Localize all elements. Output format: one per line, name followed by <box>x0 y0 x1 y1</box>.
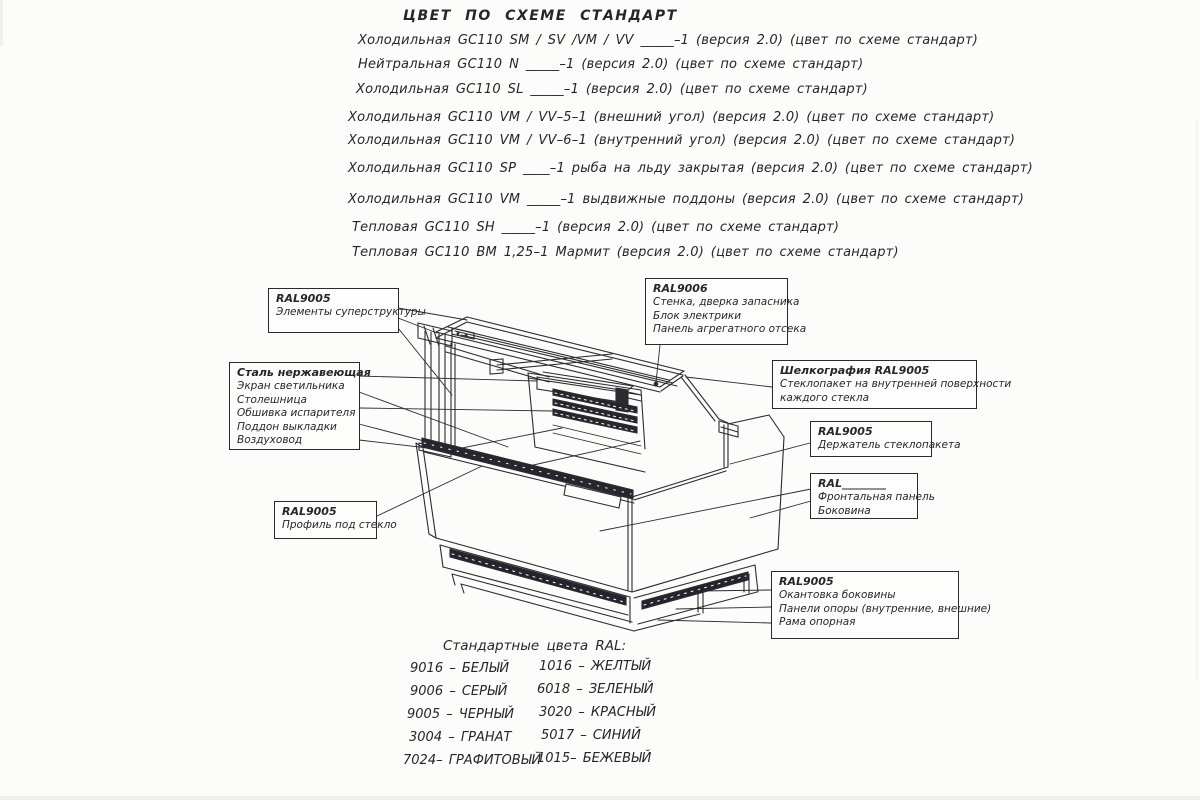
legend-item: 3020 – КРАСНЫЙ <box>539 705 657 720</box>
legend-item: 1016 – ЖЕЛТЫЙ <box>539 659 652 674</box>
callout-line: Окантовка боковины <box>779 589 896 601</box>
legend-title: Стандартные цвета RAL: <box>443 638 627 654</box>
callout-title: RAL9005 <box>276 292 331 305</box>
callout-title: RAL9005 <box>779 575 834 588</box>
callout-line: Профиль под стекло <box>282 519 397 531</box>
callout-line: Стеклопакет на внутренней поверхности <box>780 378 1012 390</box>
callout-line: каждого стекла <box>780 391 870 404</box>
callout-line: Блок электрики <box>653 309 742 322</box>
scan-edge-bottom <box>0 796 1200 800</box>
callout-title: RAL________ <box>818 477 886 490</box>
legend-item: 9016 – БЕЛЫЙ <box>410 661 510 676</box>
legend-item: 7024– ГРАФИТОВЫЙ <box>403 753 542 768</box>
callout-superstructure <box>268 288 426 333</box>
legend-item: 1015– БЕЖЕВЫЙ <box>537 751 652 766</box>
product-line: Холодильная GC110 SM / SV /VM / VV _____–1 (версия 2.0) (цвет по схеме стандарт) <box>358 33 978 48</box>
product-line: Холодильная GC110 VM _____–1 выдвижные поддоны (версия 2.0) (цвет по схеме стандарт) <box>348 192 1024 207</box>
display-deck <box>452 428 640 468</box>
callout-silkscreen <box>772 360 1012 409</box>
callout-line: Экран светильника <box>237 380 345 392</box>
callout-stainless-steel <box>229 362 371 450</box>
callout-title: Шелкография RAL9005 <box>780 364 930 377</box>
legend-item: 9005 – ЧЕРНЫЙ <box>407 707 514 722</box>
base-plinth <box>440 545 758 624</box>
callout-line: Держатель стеклопакета <box>818 439 961 451</box>
callout-line: Панели опоры (внутренние, внешние) <box>779 602 992 615</box>
product-line: Тепловая GC110 ВМ 1,25–1 Мармит (версия 2.0) (цвет по схеме стандарт) <box>352 245 899 260</box>
callout-glass-holder <box>810 421 961 457</box>
callout-glass-profile <box>274 501 397 539</box>
product-line: Тепловая GC110 SH _____–1 (версия 2.0) (цвет по схеме стандарт) <box>352 220 840 235</box>
callout-title: RAL9005 <box>818 425 873 438</box>
callout-title: RAL9005 <box>282 505 337 518</box>
callout-line: Элементы суперструктуры <box>276 306 426 318</box>
callout-line: Панель агрегатного отсека <box>653 323 807 335</box>
callout-back-wall <box>645 278 807 345</box>
callout-line: Рама опорная <box>779 616 856 628</box>
product-line: Холодильная GC110 SL _____–1 (версия 2.0) (цвет по схеме стандарт) <box>356 82 868 97</box>
callout-line: Обшивка испарителя <box>237 407 356 419</box>
callout-line: Фронтальная панель <box>818 491 935 503</box>
scan-edge-right <box>1196 120 1198 680</box>
page-title: ЦВЕТ ПО СХЕМЕ СТАНДАРТ <box>403 8 678 24</box>
evaporator-grille <box>528 373 645 472</box>
legend-item: 6018 – ЗЕЛЕНЫЙ <box>537 682 654 697</box>
callout-line: Воздуховод <box>237 434 303 446</box>
support-frame <box>452 573 749 631</box>
callout-line: Столешница <box>237 393 307 406</box>
product-line: Холодильная GC110 VM / VV–6–1 (внутренний угол) (версия 2.0) (цвет по схеме стандарт) <box>348 133 1016 148</box>
scan-edge-corner <box>0 0 3 46</box>
callout-title: RAL9006 <box>653 282 708 295</box>
callout-title: Сталь нержавеющая <box>237 366 371 379</box>
callout-line: Стенка, дверка запасника <box>653 296 800 308</box>
callout-front-side-panel <box>810 473 935 519</box>
legend-item: 9006 – СЕРЫЙ <box>410 684 508 699</box>
callout-base <box>771 571 992 639</box>
product-line: Холодильная GC110 VM / VV–5–1 (внешний угол) (версия 2.0) (цвет по схеме стандарт) <box>348 110 995 125</box>
side-panel <box>632 375 784 592</box>
callout-line: Боковина <box>818 504 871 517</box>
product-line: Нейтральная GC110 N _____–1 (версия 2.0) (цвет по схеме стандарт) <box>358 57 864 72</box>
legend-item: 3004 – ГРАНАТ <box>409 730 512 745</box>
callout-line: Поддон выкладки <box>237 420 337 433</box>
glass-holder-block <box>719 421 738 437</box>
screw-marker <box>654 382 658 386</box>
product-line: Холодильная GC110 SP ____–1 рыба на льду закрытая (версия 2.0) (цвет по схеме стандарт) <box>348 161 1033 176</box>
legend-item: 5017 – СИНИЙ <box>541 728 641 743</box>
